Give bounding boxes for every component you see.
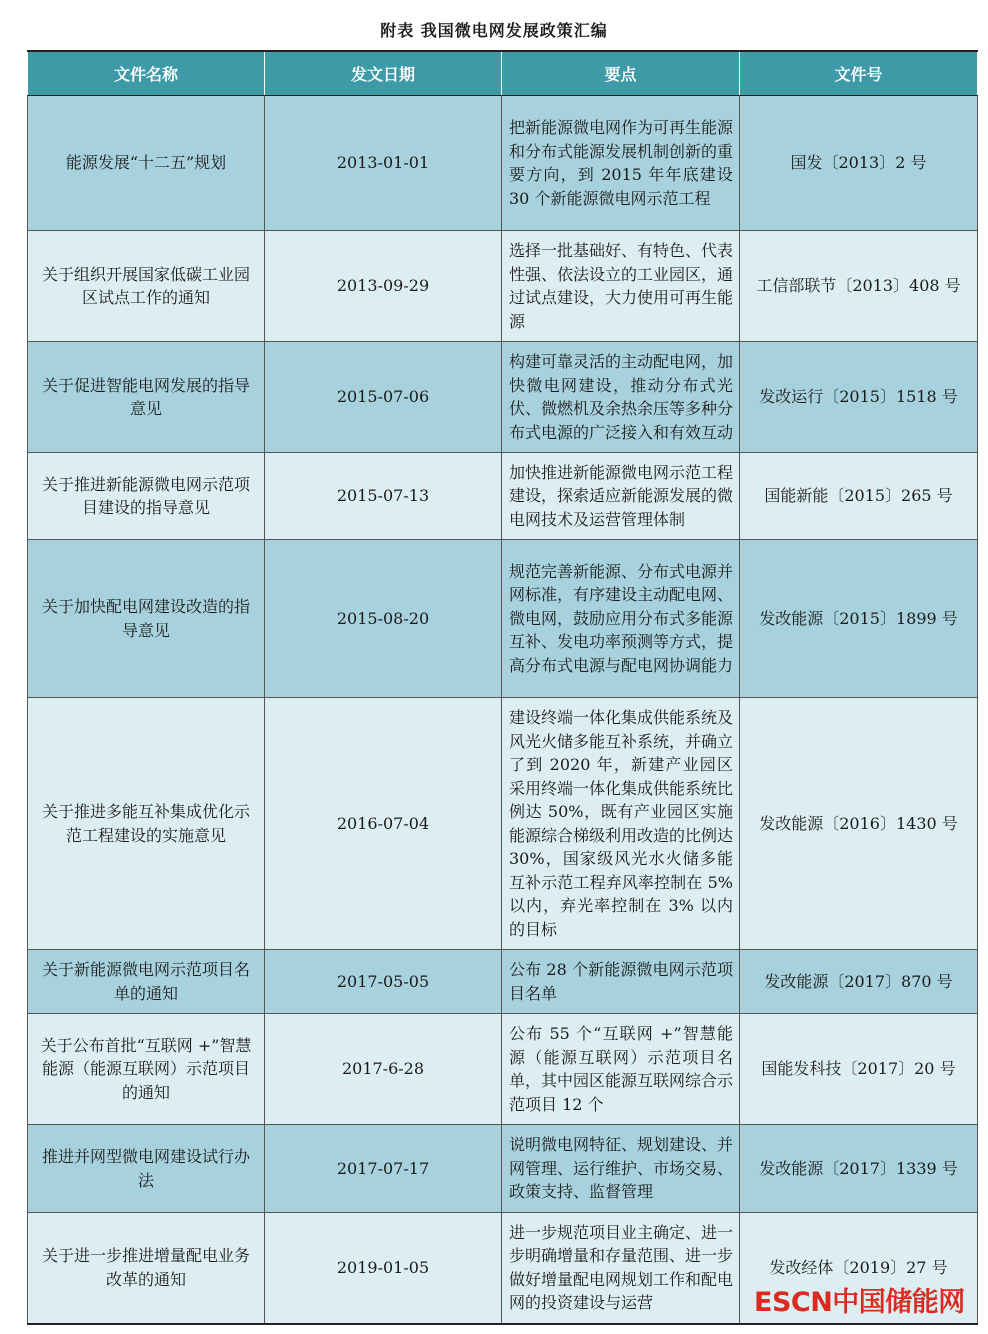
cell-points: 规范完善新能源、分布式电源并网标准，有序建设主动配电网、微电网，鼓励应用分布式多能源互补、发电功率预测等方式，提高分布式电源与配电网协调能力	[502, 540, 740, 698]
cell-doc-number: 发改能源〔2017〕1339 号	[740, 1125, 978, 1213]
cell-date: 2017-6-28	[265, 1014, 502, 1125]
cell-date: 2017-05-05	[265, 950, 502, 1014]
cell-doc-name: 关于进一步推进增量配电业务改革的通知	[28, 1213, 265, 1324]
cell-points: 把新能源微电网作为可再生能源和分布式能源发展机制创新的重要方向，到 2015 年年底建设 30 个新能源微电网示范工程	[502, 96, 740, 231]
table-row	[28, 1014, 978, 1125]
cell-doc-number: 发改能源〔2016〕1430 号	[740, 698, 978, 950]
cell-points: 说明微电网特征、规划建设、并网管理、运行维护、市场交易、政策支持、监督管理	[502, 1125, 740, 1213]
cell-points: 公布 28 个新能源微电网示范项目名单	[502, 950, 740, 1014]
header-key-points: 要点	[502, 51, 740, 96]
cell-points: 进一步规范项目业主确定、进一步明确增量和存量范围、进一步做好增量配电网规划工作和配电网的投资建设与运营	[502, 1213, 740, 1324]
cell-date: 2016-07-04	[265, 698, 502, 950]
cell-doc-name: 关于公布首批“互联网 +”智慧能源（能源互联网）示范项目的通知	[28, 1014, 265, 1125]
cell-points: 加快推进新能源微电网示范工程建设，探索适应新能源发展的微电网技术及运营管理体制	[502, 453, 740, 540]
cell-date: 2015-07-06	[265, 342, 502, 453]
cell-date: 2013-01-01	[265, 96, 502, 231]
table-row	[28, 950, 978, 1014]
header-doc-name: 文件名称	[28, 51, 265, 96]
cell-date: 2013-09-29	[265, 231, 502, 342]
table-row	[28, 342, 978, 453]
policy-table	[27, 50, 978, 1325]
table-row	[28, 453, 978, 540]
cell-points: 构建可靠灵活的主动配电网，加快微电网建设，推动分布式光伏、微燃机及余热余压等多种分布式电源的广泛接入和有效互动	[502, 342, 740, 453]
escn-watermark-logo: ESCN中国储能网	[754, 1287, 965, 1318]
cell-date: 2019-01-05	[265, 1213, 502, 1324]
cell-doc-number: 发改能源〔2017〕870 号	[740, 950, 978, 1014]
table-row	[28, 1125, 978, 1213]
cell-doc-name: 关于组织开展国家低碳工业园区试点工作的通知	[28, 231, 265, 342]
cell-points: 公布 55 个“互联网 +”智慧能源（能源互联网）示范项目名单，其中园区能源互联网综合示范项目 12 个	[502, 1014, 740, 1125]
cell-doc-number: 国发〔2013〕2 号	[740, 96, 978, 231]
cell-doc-name: 关于促进智能电网发展的指导意见	[28, 342, 265, 453]
cell-date: 2017-07-17	[265, 1125, 502, 1213]
header-doc-number: 文件号	[740, 51, 978, 96]
cell-doc-number: 发改经体〔2019〕27 号	[740, 1213, 978, 1324]
header-issue-date: 发文日期	[265, 51, 502, 96]
cell-doc-name: 推进并网型微电网建设试行办法	[28, 1125, 265, 1213]
table-row	[28, 540, 978, 698]
cell-doc-number: 发改能源〔2015〕1899 号	[740, 540, 978, 698]
table-header-row	[28, 51, 978, 96]
cell-doc-number: 国能新能〔2015〕265 号	[740, 453, 978, 540]
cell-doc-number: 发改运行〔2015〕1518 号	[740, 342, 978, 453]
cell-date: 2015-07-13	[265, 453, 502, 540]
table-row	[28, 231, 978, 342]
table-title: 附表 我国微电网发展政策汇编	[380, 21, 608, 40]
table-row	[28, 698, 978, 950]
cell-doc-number: 工信部联节〔2013〕408 号	[740, 231, 978, 342]
table-row	[28, 96, 978, 231]
cell-doc-name: 关于推进多能互补集成优化示范工程建设的实施意见	[28, 698, 265, 950]
cell-doc-number: 国能发科技〔2017〕20 号	[740, 1014, 978, 1125]
cell-doc-name: 关于加快配电网建设改造的指导意见	[28, 540, 265, 698]
cell-doc-name: 关于推进新能源微电网示范项目建设的指导意见	[28, 453, 265, 540]
cell-points: 建设终端一体化集成供能系统及风光火储多能互补系统，并确立了到 2020 年，新建产业园区采用终端一体化集成供能系统比例达 50%，既有产业园区实施能源综合梯级利用改造的比例达 30%，国家级风光水火储多能互补示范工程弃风率控制在 5% 以内，弃光率控制在 3% 以内的目标	[502, 698, 740, 950]
cell-points: 选择一批基础好、有特色、代表性强、依法设立的工业园区，通过试点建设，大力使用可再生能源	[502, 231, 740, 342]
cell-date: 2015-08-20	[265, 540, 502, 698]
cell-doc-name: 关于新能源微电网示范项目名单的通知	[28, 950, 265, 1014]
cell-doc-name: 能源发展“十二五”规划	[28, 96, 265, 231]
